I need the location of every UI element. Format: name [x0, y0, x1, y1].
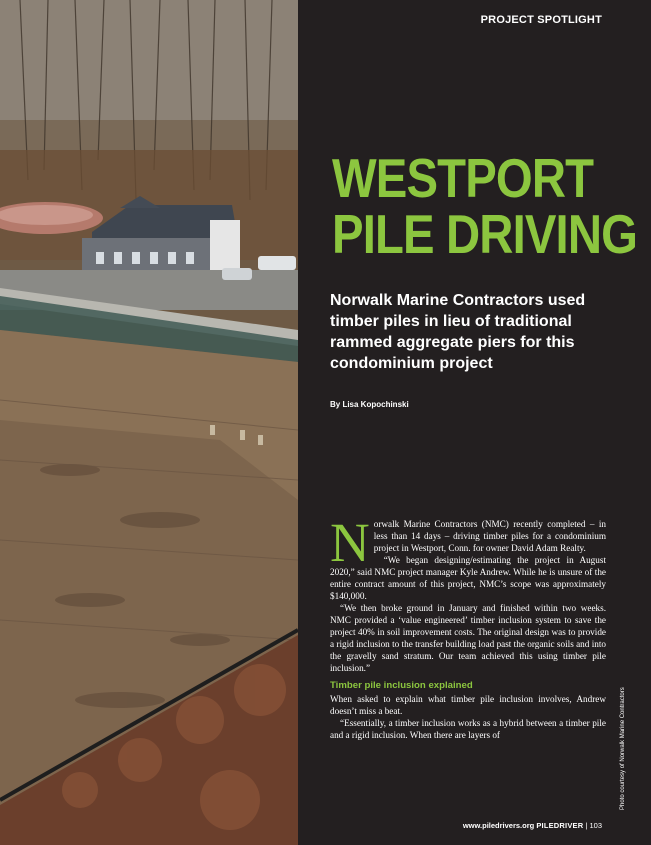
- paragraph-text: orwalk Marine Contractors (NMC) recently completed – in less than 14 days – driving timber piles for a condominium project in Westport, Conn. for owner David Adam Realty.: [373, 519, 606, 553]
- photo-credit: [620, 670, 630, 810]
- section-label: PROJECT SPOTLIGHT: [480, 14, 602, 26]
- article-title: [332, 147, 638, 265]
- body-paragraph: “We began designing/estimating the project in August 2020,” said NMC project manager Kyle Andrew. While he is unsure of the entire contract amount of this project, NMC’s scope was approximately $140,000.: [330, 555, 606, 601]
- page-number: 103: [589, 821, 602, 830]
- body-paragraph: When asked to explain what timber pile inclusion involves, Andrew doesn’t miss a beat.: [330, 693, 606, 716]
- byline: By Lisa Kopochinski: [330, 400, 409, 409]
- body-paragraph: [330, 512, 606, 573]
- page-footer: [463, 821, 602, 830]
- body-paragraph: “We then broke ground in January and finished within two weeks. NMC provided a ‘value engineered’ timber inclusion system to save the project 40% in soil improvement costs. The original design was to provide a rigid inclusion to the transfer building load past the organic soils and into the gravelly sand stratum. Our team achieved this using timber pile inclusion.”: [330, 603, 606, 673]
- photo-credit-text: Photo courtesy of Norwalk Marine Contractors: [620, 687, 626, 810]
- article-subtitle: Norwalk Marine Contractors used timber piles in lieu of traditional rammed aggregate piers for this condominium project: [330, 292, 586, 372]
- drop-cap: N: [330, 512, 370, 573]
- title-line-1: WESTPORT: [332, 147, 594, 209]
- body-paragraph: “Essentially, a timber inclusion works as a hybrid between a timber pile and a rigid inclusion. When there are layers of: [330, 718, 606, 740]
- footer-separator: |: [585, 821, 588, 830]
- construction-site-photo: [0, 0, 298, 845]
- article-body: [330, 512, 606, 742]
- title-line-2: PILE DRIVING: [332, 203, 638, 265]
- section-subhead: Timber pile inclusion explained: [330, 679, 473, 691]
- footer-url[interactable]: www.piledrivers.org: [462, 821, 535, 830]
- footer-magazine: PILEDRIVER: [536, 821, 584, 830]
- article-column: [298, 0, 651, 845]
